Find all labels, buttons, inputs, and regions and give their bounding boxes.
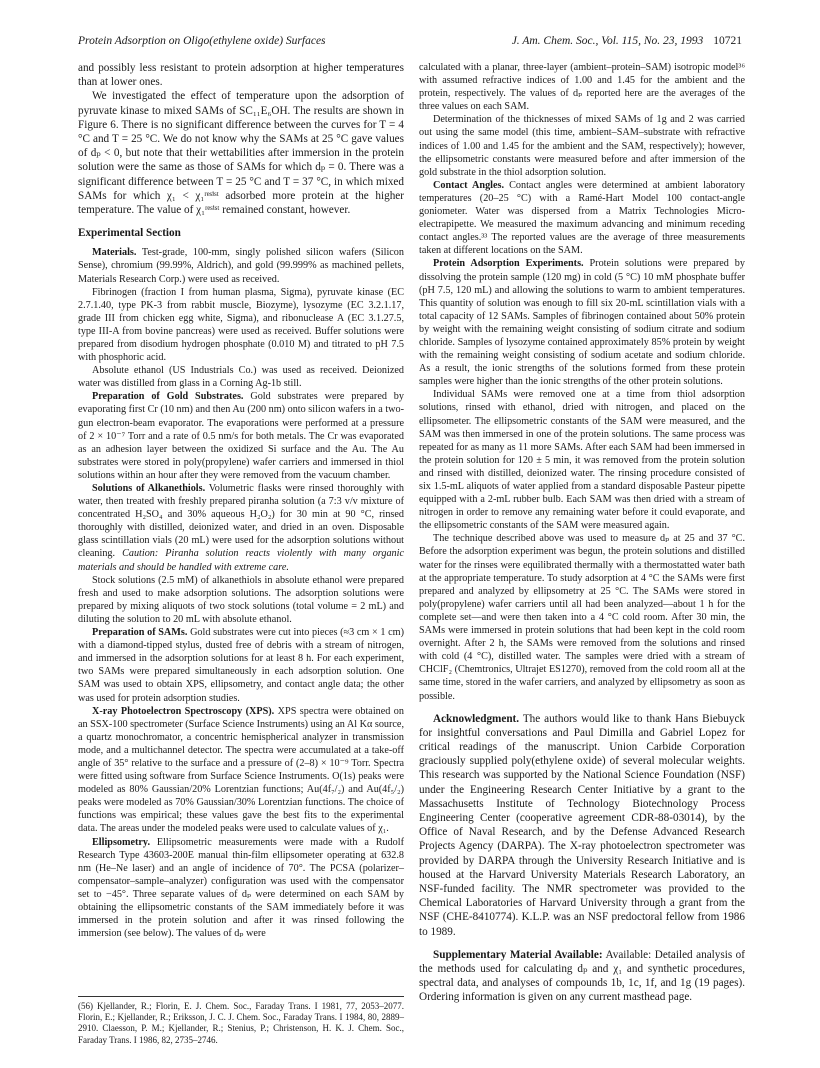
supplementary-heading: Supplementary Material Available:	[433, 948, 603, 961]
paragraph-supplementary	[419, 948, 745, 1005]
paragraph-materials	[78, 246, 404, 285]
paragraph-ethanol: Absolute ethanol (US Industrials Co.) was used as received. Deionized water was distilled from glass in a Corning Ag-1b still.	[78, 365, 404, 390]
gold-heading: Preparation of Gold Substrates.	[92, 391, 244, 403]
journal-citation: J. Am. Chem. Soc., Vol. 115, No. 23, 1993	[511, 35, 704, 47]
paragraph-alkanethiols	[78, 482, 404, 574]
paragraph-xps	[78, 705, 404, 836]
paragraph-acknowledgment	[419, 712, 745, 939]
supplementary-text: Available: Detailed analysis of the methods used for calculating dₚ and χ₁ and synthetic procedures, spectral data, and analyses of compounds 1b, 1c, 1f, and 1g (19 pages). Ordering information is given on any current masthead page.	[419, 948, 745, 1004]
alkanethiol-text: Volumetric flasks were rinsed thoroughly with water, then treated with freshly prepared piranha solution (a 7:3 v/v mixture of concentrated H₂SO₄ and 30% aqueous H₂O₂) for 30 min at 90 °C, rinsed thoroughly with distilled, deionized water, and dried in an oven. Disposable glass scintillation vials (20 mL) were used for the adsorption solutions without cleaning.	[78, 483, 404, 560]
sams-heading: Preparation of SAMs.	[92, 627, 188, 639]
contact-text: Contact angles were determined at ambient laboratory temperatures (20–25 °C) with a Ramé-Hart Model 100 contact-angle goniometer. Water was dispersed from a Matrix Technologies Micro-electrapipette. We measured the maximum advancing and minimum receding contact angles.³³ The reported values are the average of three measurements taken at different locations on the SAM.	[419, 179, 745, 257]
xps-text: XPS spectra were obtained on an SSX-100 spectrometer (Surface Science Instruments) using an Al Kα source, a quartz monochromator, a concentric hemispherical analyzer in transmission mode, and a multichannel detector. The spectra were accumulated at a take-off angle of 35° relative to the surface and a pressure of (2–8) × 10⁻⁹ Torr. Spectra were fitted using software from Surface Science Instruments. O(1s) peaks were modeled as 80% Gaussian/20% Lorentzian functions; Au(4f₇/₂) and Au(4f₅/₂) peaks were modeled as 70% Gaussian/30% Lorentzian functions. The choice of functions was empirical; these values gave the best fits to the experimental data. The areas under the modeled peaks were used to calculate values of χ₁.	[78, 705, 404, 835]
gold-text: Gold substrates were prepared by evaporating first Cr (10 nm) and then Au (200 nm) onto silicon wafers in a two-gun electron-beam evaporator. The evaporations were performed at a pressure of 2 × 10⁻⁷ Torr and a rate of 0.5 nm/s for both metals. The Cr was evaporated as an adhesion layer between the oxidized Si surface and the Au. The Au substrates were stored in poly(propylene) wafer carriers and immersed in thiol solutions within an hour after they were removed from the vacuum chamber.	[78, 391, 404, 481]
paragraph-ellipsometry	[78, 836, 404, 941]
paragraph-protein-adsorption	[419, 257, 745, 388]
paragraph-individual-sams: Individual SAMs were removed one at a time from thiol adsorption solutions, rinsed with ethanol, dried with nitrogen, and placed on the ellipsometer. The ellipsometric constants of the SAM were measured, and the SAM was then immersed in one of the protein solutions. The same process was repeated for as many as 11 more SAMs. After each SAM had been immersed in the protein solution for 120 ± 5 min, it was removed from the protein solution and rinsed with distilled, deionized water. The rinsing procedure consisted of six 1.5-mL aliquots of water applied from a standard disposable Pasteur pipette equipped with a 2-mL rubber bulb. Each SAM was then dried with a stream of nitrogen in order to remove any remaining water before it could evaporate, and the ellipsometric constants of the SAM were measured again.	[419, 389, 745, 532]
paragraph-proteins: Fibrinogen (fraction I from human plasma, Sigma), pyruvate kinase (EC 2.7.1.40, type PK-3 from rabbit muscle, Biozyme), lysozyme (EC 3.2.1.17, grade III from chicken egg white, Sigma), and ribonuclease A (EC 3.1.27.5, type III-A from bovine pancreas) were used as received. Buffer solutions were prepared from disodium hydrogen phosphate (0.010 M) and titrated to pH 7.5 with phosphoric acid.	[78, 286, 404, 364]
section-title-experimental: Experimental Section	[78, 227, 181, 240]
acknowledgment-heading: Acknowledgment.	[433, 712, 520, 725]
paragraph-thickness: Determination of the thicknesses of mixed SAMs of 1g and 2 was carried out using the same model (this time, ambient–SAM–substrate with refractive indices of 1.00 and 1.45 for the ambient and the SAM, respectively); however, the ellipsometric constants were measured before and after immersion of the gold substrate in the thiol adsorption solution.	[419, 114, 745, 178]
right-column	[419, 61, 745, 1005]
running-head-title: Protein Adsorption on Oligo(ethylene oxide) Surfaces	[78, 35, 326, 47]
paragraph-sams	[78, 626, 404, 705]
paragraph-temperature: We investigated the effect of temperature upon the adsorption of pyruvate kinase to mixed SAMs of SC₁₁E₆OH. The results are shown in Figure 6. There is no significant difference between the curves for T = 4 °C and T = 25 °C. We do not know why the SAMs at 25 °C gave values of dₚ < 0, but note that their wettabilities after immersion in the protein solution were the same as those of SAMs for which dₚ = 0. There was a significant difference between T = 25 °C and T = 37 °C, in which mixed SAMs for which χ₁ < χ₁ʳᵉˢⁱˢᵗ adsorbed more protein at the higher temperature. The value of χ₁ʳᵉˢⁱˢᵗ remained constant, however.	[78, 90, 404, 217]
xps-heading: X-ray Photoelectron Spectroscopy (XPS).	[92, 705, 275, 717]
footnote	[78, 996, 404, 1046]
sams-text: Gold substrates were cut into pieces (≈3 cm × 1 cm) with a diamond-tipped stylus, dusted free of debris with a stream of nitrogen, and immersed in the adsorption solutions for at least 8 h. For each experiment, two SAMs were prepared simultaneously in each adsorption solution. One SAM was used to obtain XPS, ellipsometry, and contact angle data; the other was used for protein adsorption studies.	[78, 627, 404, 704]
paragraph-contact-angles	[419, 179, 745, 258]
running-head-journal	[512, 35, 742, 49]
paragraph-gold-substrates	[78, 390, 404, 482]
alkanethiol-heading: Solutions of Alkanethiols.	[92, 483, 206, 495]
protein-heading: Protein Adsorption Experiments.	[433, 258, 584, 270]
running-head	[78, 35, 742, 49]
page-number: 10721	[713, 35, 742, 47]
paragraph-technique: The technique described above was used to measure dₚ at 25 and 37 °C. Before the adsorption experiment was begun, the protein solutions and distilled water for the rinses were equilibrated thermally with a thermostatted water bath at the appropriate temperature. To study adsorption at 4 °C the SAMs were first prepared and analyzed by ellipsometry at 25 °C. The SAMs were stored in poly(propylene) wafer carriers until all had been analyzed—about 1 h for the complete set—and were then taken into a 4 °C cold room. After 30 min, the SAMs were immersed in protein solutions that had been kept in the cold room overnight. After 2 h, the SAMs were removed from the solutions and rinsed with cold (4 °C), distilled water. The samples were dried with a stream of CHClF₂ (Chemtronics, Ultrajet ES1270), removed from the cold room all at the same time, stored in the wafer carriers, and analyzed by ellipsometry as soon as possible.	[419, 533, 745, 702]
ellipsometry-heading: Ellipsometry.	[92, 836, 151, 848]
materials-heading: Materials.	[92, 247, 137, 259]
materials-text: Test-grade, 100-mm, singly polished silicon wafers (Silicon Sense), chromium (99.99%, Aldrich), and gold (99.999% as machined pellets, Materials Research Corp.) were used as received.	[78, 247, 404, 285]
ellipsometry-text: Ellipsometric measurements were made with a Rudolf Research Type 43603-200E manual thin-film ellipsometer operating at 632.8 nm (He–Ne laser) and an angle of incidence of 70°. The PCSA (polarizer–compensator–sample–analyzer) configuration was used with the compensator set to −45°. Three separate values of dₚ were determined on each SAM by obtaining the ellipsometric constants of the SAM immediately before it was immersed in the protein solution and after it was rinsed following the immersion (see below). The values of dₚ were	[78, 836, 404, 940]
paragraph-continuation-right: calculated with a planar, three-layer (ambient–protein–SAM) isotropic model³⁶ with assumed refractive indices of 1.00 and 1.45 for the ambient and the protein, respectively. The values of dₚ reported here are the averages of the three values on each SAM.	[419, 62, 745, 113]
acknowledgment-text: The authors would like to thank Hans Biebuyck for insightful conversations and Paul Dimilla and Gabriel Lopez for critical readings of the manuscript. Union Carbide Corporation graciously supplied poly(ethylene oxide) of several molecular weights. This research was supported by the National Science Foundation (NSF) under the Engineering Research Center Initiative by a grant to the Massachusetts Institute of Technology Biotechnology Process Engineering Center (cooperative agreement CDR-88-03014), by the Office of Naval Research, and by the Defense Advanced Research Projects Agency (DARPA). The X-ray photoelectron spectrometer was provided by DARPA through the University Research Initiative and is housed at the Harvard University Materials Research Laboratory, an NSF-funded facility. The NMR spectrometer was provided to the Chemical Laboratories of Harvard University through a grant from the NSF (CHE-8410774). K.L.P. was an NSF predoctoral fellow from 1986 to 1989.	[419, 712, 745, 938]
paragraph-stock-solutions: Stock solutions (2.5 mM) of alkanethiols in absolute ethanol were prepared fresh and used to make adsorption solutions. The adsorption solutions were prepared by mixing aliquots of two stock solutions (total volume = 2 mL) and diluting the solution to 20 mL with absolute ethanol.	[78, 574, 404, 625]
caution-note: Caution: Piranha solution reacts violently with many organic materials and should be handled with extreme care.	[78, 548, 405, 573]
protein-text: Protein solutions were prepared by dissolving the protein sample (120 mg) in cold (5 °C) 10 mM phosphate buffer (pH 7.5, 120 mL) and allowing the solutions to warm to ambient temperatures. This quantity of solution was enough to fill six 20-mL scintillation vials with a total capacity of 12 SAMs. Samples of fibrinogen contained about 50% protein by weight with the remaining weight consisting of sodium citrate and sodium chloride. Samples of lysozyme contained approximately 85% protein by weight with the remaining weight consisting of sodium acetate and sodium chloride. As a result, the ionic strengths of the solutions formed from these protein samples were higher than the ionic strengths of the other protein solutions.	[419, 258, 745, 388]
paragraph-continuation: and possibly less resistant to protein adsorption at higher temperatures than at lower ones.	[78, 62, 404, 89]
contact-heading: Contact Angles.	[433, 179, 505, 191]
footnote-56: (56) Kjellander, R.; Florin, E. J. Chem. Soc., Faraday Trans. I 1981, 77, 2053–2077. Florin, E.; Kjellander, R.; Eriksson, J. C. J. Chem. Soc., Faraday Trans. I 1984, 80, 2889–2910. Claesson, P. M.; Kjellander, R.; Stenius, P.; Christenson, H. K. J. Chem. Soc., Faraday Trans. I 1986, 82, 2735–2746.	[78, 1001, 404, 1045]
left-column	[78, 61, 404, 940]
